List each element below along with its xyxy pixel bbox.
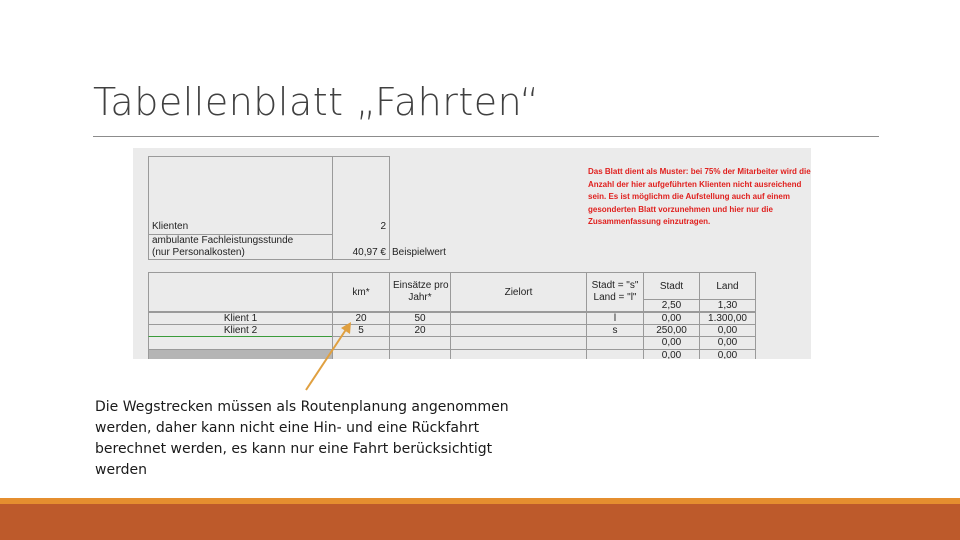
table-row-stadt: 0,00 — [643, 336, 700, 350]
table-row-name: Klient 2 — [148, 324, 333, 337]
table-row-stadt: 0,00 — [643, 349, 700, 359]
header-einsaetze-line1: Einsätze pro — [393, 280, 449, 291]
header-einsaetze — [389, 272, 451, 312]
header-stadt-land-line2: Land = "l" — [593, 292, 637, 303]
header-einsaetze-line2: Jahr* — [408, 292, 432, 303]
table-row-zielort — [450, 349, 587, 359]
header-zielort-text: Zielort — [504, 287, 533, 298]
header-land — [699, 272, 756, 300]
header-km-text: km* — [352, 287, 370, 298]
rate-land: 1,30 — [699, 299, 756, 312]
table-row-stadt-land: s — [586, 324, 644, 337]
klienten-value: 2 — [380, 221, 386, 232]
header-land-text: Land — [716, 281, 739, 292]
red-note: Das Blatt dient als Muster: bei 75% der Mitarbeiter wird die Anzahl der hier aufgeführten Klienten nicht ausreichend sein. Es ist möglichm die Aufstellung auch auf einem gesonderten Blatt vorzunehmen und hier nur die Zusammenfassung einzutragen. — [588, 167, 811, 227]
header-stadt-text: Stadt — [659, 281, 684, 292]
table-row-einsaetze — [389, 336, 451, 350]
table-row-einsaetze: 20 — [389, 324, 451, 337]
ambulant-value: 40,97 € — [352, 247, 386, 258]
spreadsheet-screenshot — [133, 148, 811, 359]
table-row-land: 0,00 — [699, 336, 756, 350]
table-row-stadt-land: l — [586, 312, 644, 325]
table-row-land: 0,00 — [699, 349, 756, 359]
header-stadt-land — [586, 272, 644, 312]
header-km — [332, 272, 390, 312]
table-row-km — [332, 336, 390, 350]
table-row-km: 5 — [332, 324, 390, 337]
slide-title: Tabellenblatt „Fahrten“ — [93, 80, 540, 124]
header-name-cell — [148, 272, 333, 312]
table-row-name — [148, 349, 333, 359]
beispielwert-label: Beispielwert — [392, 247, 446, 258]
header-stadt — [643, 272, 700, 300]
header-stadt-land-line1: Stadt = "s" — [591, 280, 639, 291]
table-row-km — [332, 349, 390, 359]
table-row-zielort — [450, 336, 587, 350]
info-value-block — [332, 156, 390, 260]
table-row-land: 1.300,00 — [699, 312, 756, 325]
klienten-label: Klienten — [152, 221, 189, 232]
table-row-land: 0,00 — [699, 324, 756, 337]
ambulant-label-line1: ambulante Fachleistungsstunde — [152, 235, 294, 246]
table-row-stadt-land — [586, 336, 644, 350]
ambulant-label-line2: (nur Personalkosten) — [152, 247, 245, 258]
callout-text: Die Wegstrecken müssen als Routenplanung angenommen werden, daher kann nicht eine Hin- und eine Rückfahrt berechnet werden, es kann nur eine Fahrt berücksichtigt werden — [95, 399, 509, 478]
header-zielort — [450, 272, 587, 312]
footer-bar — [0, 504, 960, 540]
table-row-name: Klient 1 — [148, 312, 333, 325]
table-row-km: 20 — [332, 312, 390, 325]
table-row-stadt: 0,00 — [643, 312, 700, 325]
table-row-name — [148, 336, 333, 350]
table-row-stadt-land — [586, 349, 644, 359]
table-row-einsaetze — [389, 349, 451, 359]
rate-stadt: 2,50 — [643, 299, 700, 312]
title-divider — [93, 136, 879, 137]
table-row-einsaetze: 50 — [389, 312, 451, 325]
table-row-stadt: 250,00 — [643, 324, 700, 337]
